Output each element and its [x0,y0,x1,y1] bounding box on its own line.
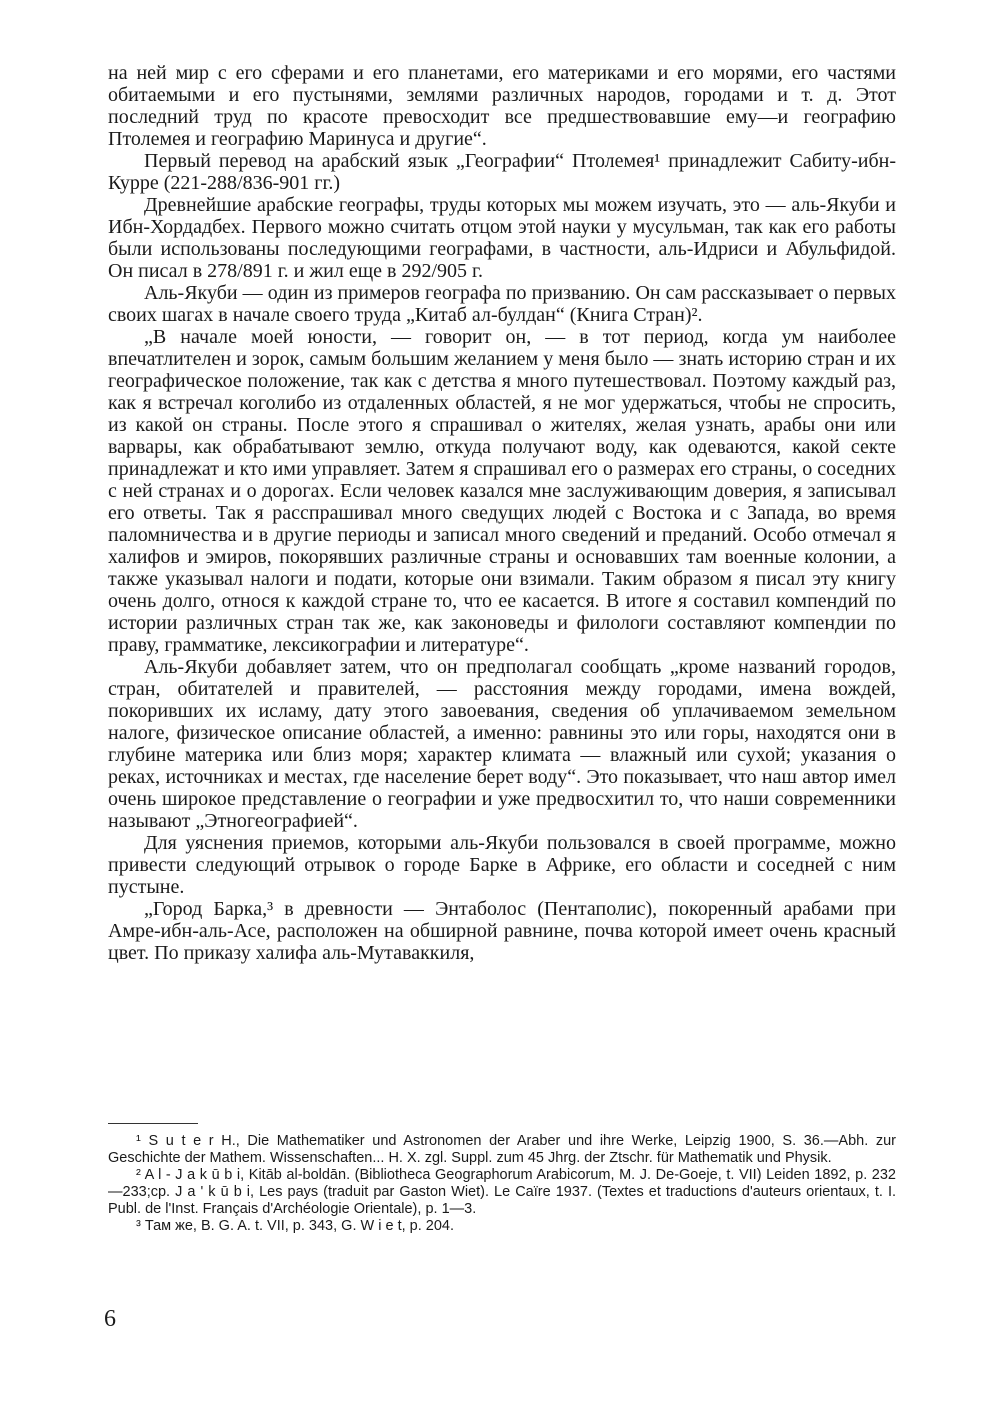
paragraph: Первый перевод на арабский язык „Географии“ Птолемея¹ принадлежит Сабиту-ибн-Курре (221-288/836-901 гг.) [108,150,896,194]
footnote-divider [108,1123,198,1124]
paragraph: „В начале моей юности, — говорит он, — в тот период, когда ум наиболее впечатлителен и зорок, самым большим желанием у меня было — знать историю стран и их географическое положение, так как с детства я много путешествовал. Поэтому каждый раз, как я встречал коголибо из отдаленных областей, я не мог удержаться, чтобы не спросить, из какой он страны. После этого я спрашивал о жителях, желая узнать, арабы они или варвары, как обрабатывают землю, откуда получают воду, как одеваются, какой секте принадлежат и кто ими управляет. Затем я спрашивал его о размерах его страны, о соседних с ней странах и о дорогах. Если человек казался мне заслуживающим доверия, я записывал его ответы. Так я расспрашивал много сведущих людей с Востока и с Запада, во время паломничества и в другие периоды и записал много сведений и преданий. Особо отмечал я халифов и эмиров, покорявших различные страны и основавших там военные колонии, а также указывал налоги и подати, которые они взимали. Таким образом я писал эту книгу очень долго, относя к каждой стране то, что ее касается. В итоге я составил компендий по истории различных стран так же, как законоведы и филологи составляют компендии по праву, грамматике, лексикографии и литературе“. [108,326,896,656]
paragraph: „Город Барка,³ в древности — Энтаболос (Пентаполис), покоренный арабами при Амре-ибн-аль-Асе, расположен на обширной равнине, почва которой имеет очень красный цвет. По приказу халифа аль-Мутаваккиля, [108,898,896,964]
paragraph: Аль-Якуби — один из примеров географа по призванию. Он сам рассказывает о первых своих шагах в начале своего труда „Китаб ал-булдан“ (Книга Стран)². [108,282,896,326]
footnote: ³ Там же, B. G. A. t. VII, p. 343, G. W i e t, p. 204. [136,1218,455,1234]
paragraph: Древнейшие арабские географы, труды которых мы можем изучать, это — аль-Якуби и Ибн-Хордадбех. Первого можно считать отцом этой науки у мусульман, так как его работы были использованы последующими географами, в частности, аль-Идриси и Абульфидой. Он писал в 278/891 г. и жил еще в 292/905 г. [108,194,896,282]
page-number: 6 [104,1306,116,1332]
paragraph: на ней мир с его сферами и его планетами, его материками и его морями, его частями обитаемыми и его пустынями, землями различных народов, городами и т. д. Этот последний труд по красоте превосходит все предшествовавшие ему—и географию Птолемея и географию Маринуса и другие“. [108,62,896,150]
paragraph: Аль-Якуби добавляет затем, что он предполагал сообщать „кроме названий городов, стран, обитателей и правителей, — расстояния между городами, имена вождей, покоривших их исламу, дату этого завоевания, сведения об уплачиваемом земельном налоге, физическое описание областей, а именно: равнины это или горы, находятся они в глубине материка или близ моря; характер климата — влажный или сухой; указания о реках, источниках и местах, где население берет воду“. Это показывает, что наш автор имел очень широкое представление о географии и уже предвосхитил то, что наши современники называют „Этногеографией“. [108,656,896,832]
main-text [108,62,896,964]
paragraph: Для уяснения приемов, которыми аль-Якуби пользовался в своей программе, можно привести следующий отрывок о городе Барке в Африке, его области и соседней с ним пустыне. [108,832,896,898]
footnote: ² A l - J a k ū b i, Kitāb al-boldān. (Bibliotheca Geographorum Arabicorum, M. J. De-Goeje, t. VII) Leiden 1892, p. 232—233;cp. J a ' k ū b i, Les pays (traduit par Gaston Wiet). Le Caïre 1937. (Textes et traductions d'auteurs orientaux, t. I. Publ. de l'Inst. Français d'Archéologie Orientale), p. 1—3. [108,1167,896,1217]
footnote: ¹ S u t e r H., Die Mathematiker und Astronomen der Araber und ihre Werke, Leipzig 1900, S. 36.—Abh. zur Geschichte der Mathem. Wissenschaften... H. X. zgl. Suppl. zum 45 Jhrg. der Ztschr. für Mathematik und Physik. [108,1133,896,1166]
footnotes [108,1133,896,1235]
